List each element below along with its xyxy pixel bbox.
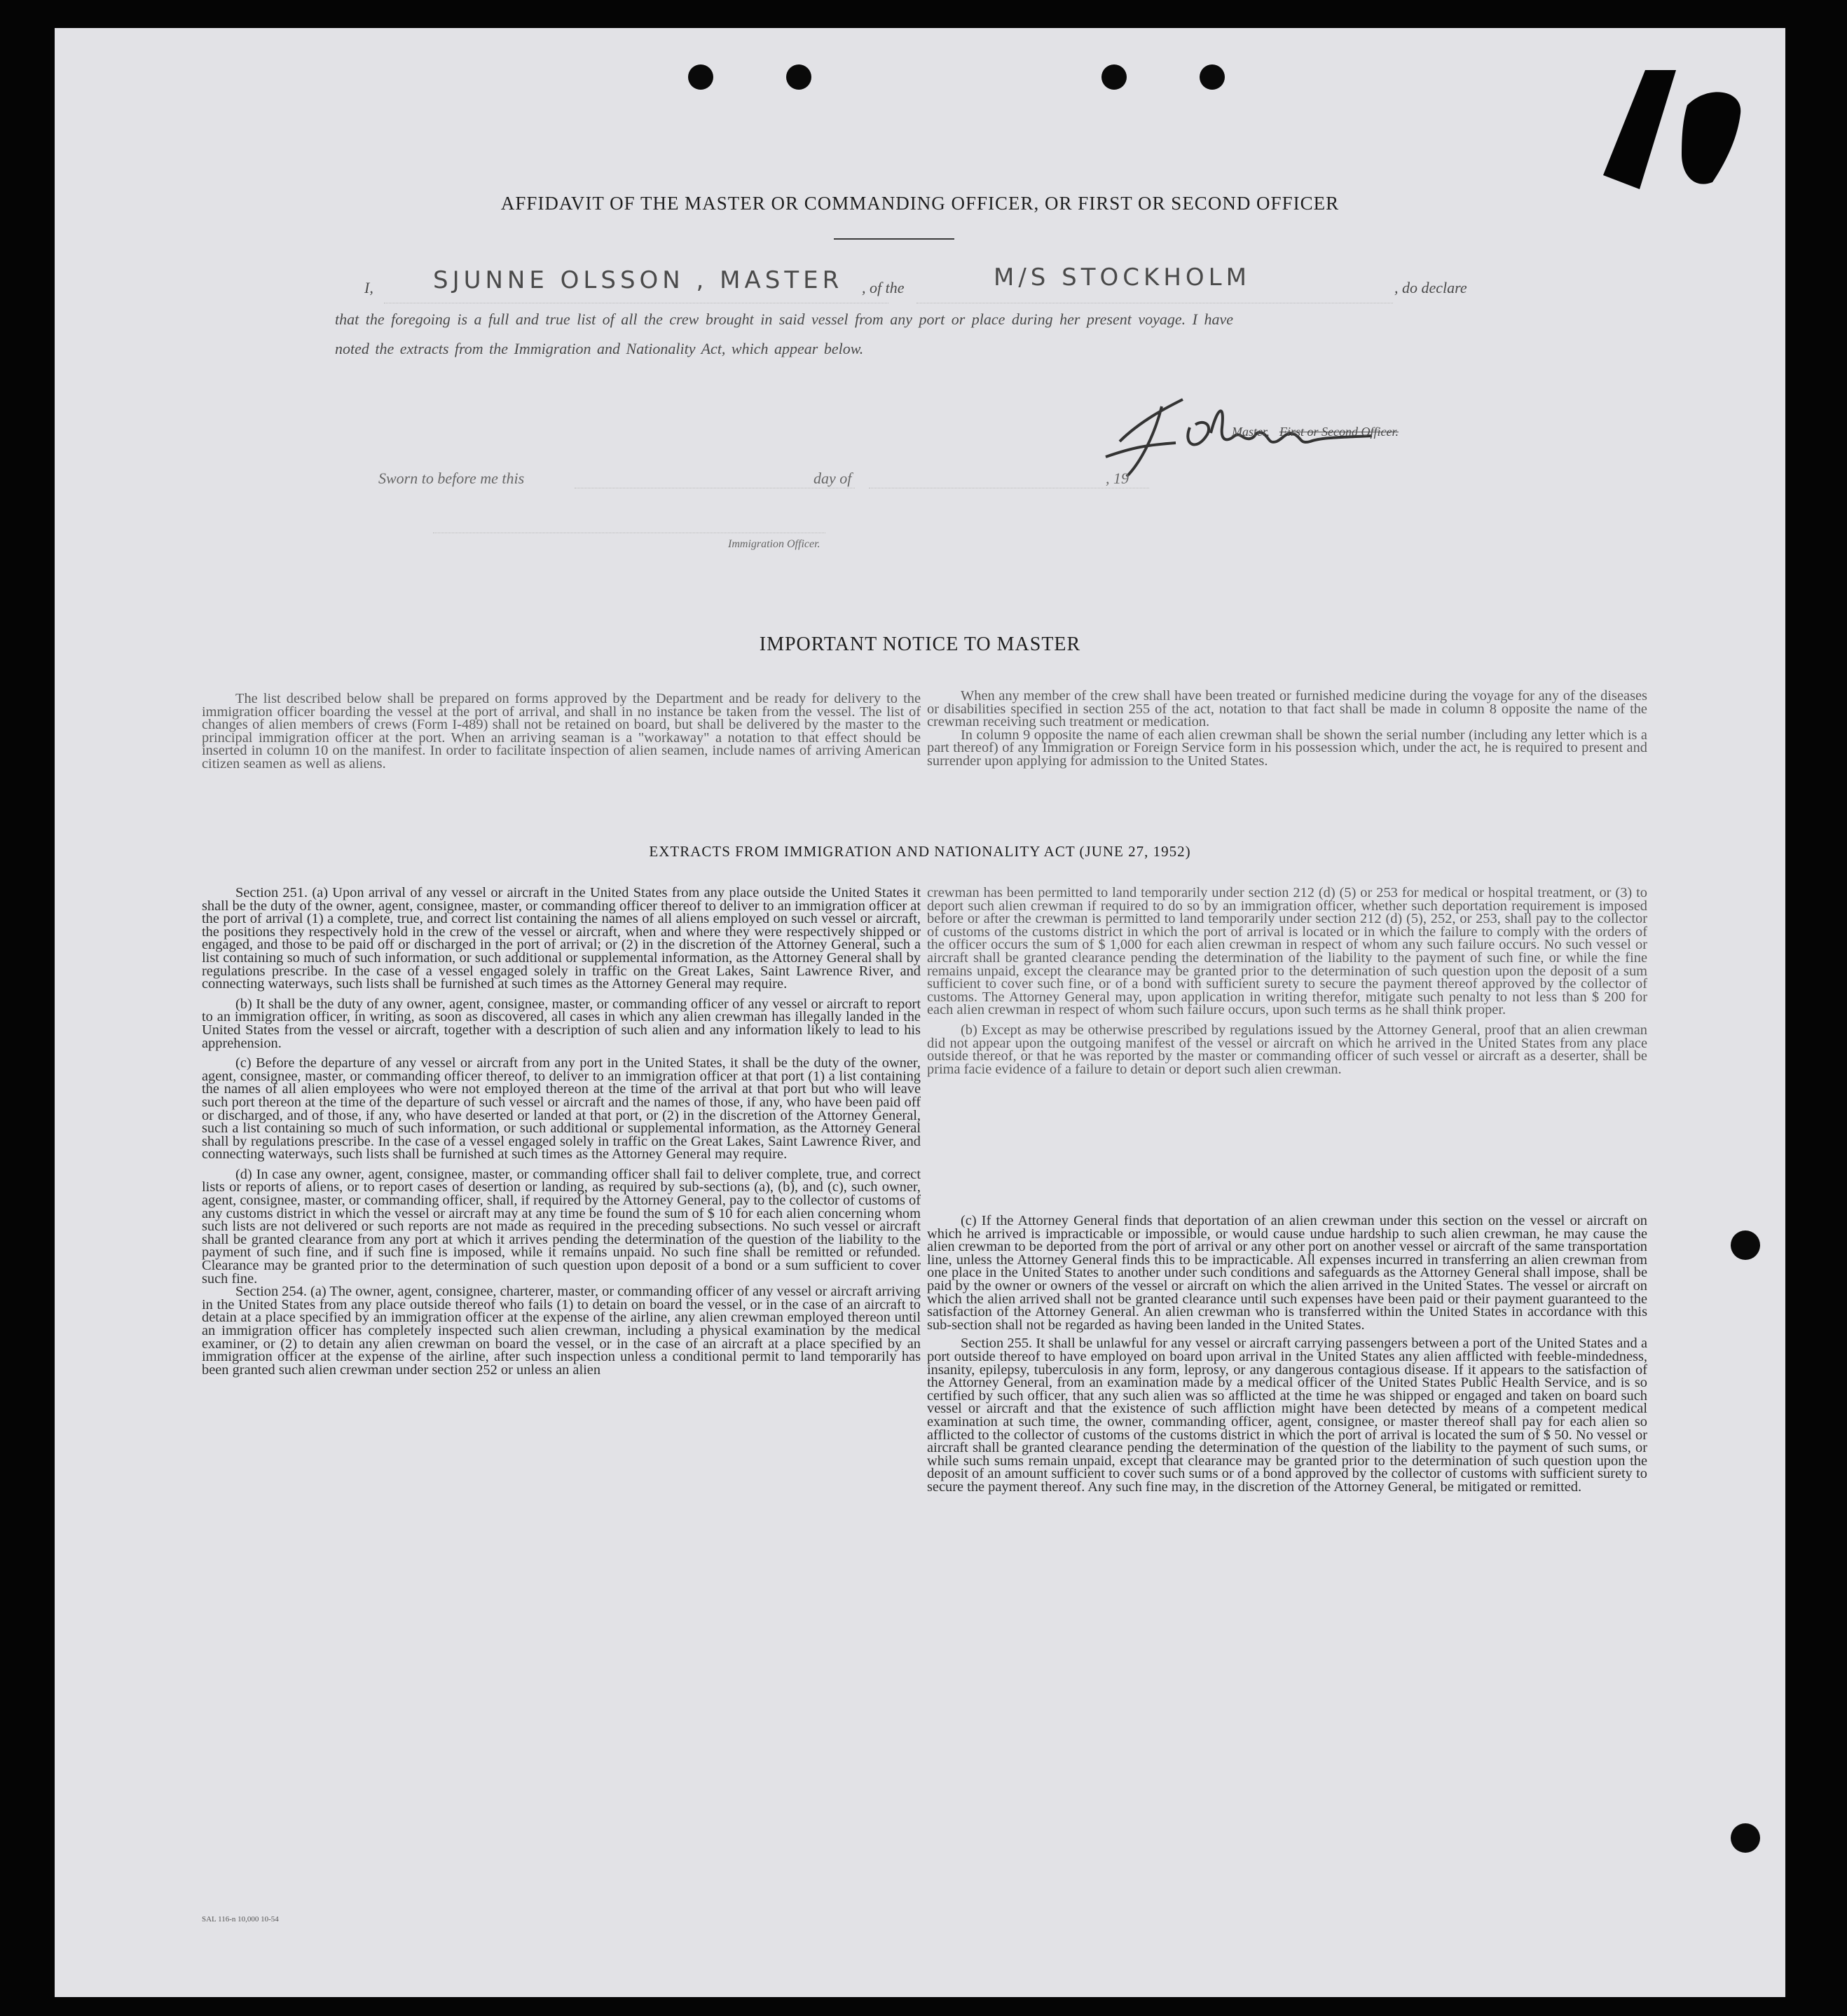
notice-right-column bbox=[927, 690, 1647, 768]
title-underline bbox=[834, 238, 954, 240]
affidavit-title: AFFIDAVIT OF THE MASTER OR COMMANDING OFFICER, OR FIRST OR SECOND OFFICER bbox=[500, 193, 1340, 214]
form-number: SAL 116-n 10,000 10-54 bbox=[202, 1915, 279, 1924]
signature-caption-master: Master, bbox=[1232, 425, 1270, 439]
section-254c: (c) If the Attorney General finds that deportation of an alien crewman under this section on the vessel or aircraft on which he arrived is impracticable or impossible, or would cause undue hardship to such alien crewman, he may cause the alien crewman to be deported from the port of arrival or any other port on another vessel or aircraft of the same transportation line, unless the Attorney General finds this to be impracticable. All expenses incurred in transferring an alien crewman from one place in the United States to another under such conditions and safeguards as the Attorney General shall impose, shall be paid by the owner or owners of the vessel or aircraft on which the alien arrived in the United States. The vessel or aircraft on which the alien arrived shall not be granted clearance until such expenses have been paid or their payment guaranteed to the satisfaction of the Attorney General. An alien crewman who is transferred within the United States in accordance with this sub-section shall not be regarded as having been landed in the United States. bbox=[927, 1213, 1647, 1333]
declaration-line-2: that the foregoing is a full and true list of all the crew brought in said vessel from any port or place during her present voyage. I have bbox=[335, 310, 1234, 328]
section-251a: Section 251. (a) Upon arrival of any vessel or aircraft in the United States from any place outside the United States it shall be the duty of the owner, agent, consignee, master, or commanding officer thereof to deliver to an immigration officer at the port of arrival (1) a complete, true, and correct list containing the names of all aliens employed on such vessel or aircraft, the positions they respectively hold in the crew of the vessel or aircraft, when and where they were respectively shipped or engaged, and those to be paid off or discharged in the port of arrival; or (2) in the discretion of the Attorney General, such a list containing so much of such information, or such additional or supplemental information, as the Attorney General shall by regulations prescribe. In the case of a vessel engaged solely in traffic on the Great Lakes, Saint Lawrence River, and connecting waterways, such lists shall be furnished at such times as the Attorney General may require. bbox=[202, 885, 921, 992]
extracts-title: EXTRACTS FROM IMMIGRATION AND NATIONALITY ACT (JUNE 27, 1952) bbox=[649, 843, 1191, 860]
punch-hole bbox=[786, 64, 811, 90]
section-251d: (d) In case any owner, agent, consignee, master, or commanding officer shall fail to deliver complete, true, and correct lists or reports of aliens, or to report cases of desertion or landing, as required by sub-sections (a), (b), and (c), such owner, agent, consignee, master, or commanding officer, shall, if required by the Attorney General, pay to the collector of customs of any customs district in which the vessel or aircraft may at any time be found the sum of $ 10 for each alien concerning whom such lists are not delivered or such reports are not made as required in the preceding subsections. No such vessel or aircraft shall be granted clearance from any port at which it arrives pending the determination of the question of the liability to the payment of such fine, and if such fine is imposed, while it remains unpaid. No such fine shall be remitted or refunded. Clearance may be granted prior to the determination of such question upon deposit of a bond or a sum sufficient to cover such fine. bbox=[202, 1166, 921, 1287]
master-name-handwritten: SJUNNE OLSSON , MASTER bbox=[433, 266, 844, 294]
extracts-right-column-upper bbox=[927, 886, 1647, 1076]
corner-clip-mark bbox=[1603, 70, 1771, 189]
notice-left-paragraph: The list described below shall be prepared on forms approved by the Department and be ready for delivery to the immigration officer boarding the vessel at the port of arrival, and shall in no instance be taken from the vessel. The list of changes of alien members of crews (Form I-489) shall not be retained on board, but shall be delivered by the master to the principal immigration officer at the port. When an arriving seaman is a "workaway" a notation to that effect should be inserted in column 10 on the manifest. In order to facilitate inspection of alien seamen, include names of arriving American citizen seamen as well as aliens. bbox=[202, 691, 921, 772]
section-254a: Section 254. (a) The owner, agent, consignee, charterer, master, or commanding officer of any vessel or aircraft arriving in the United States from any place outside thereof who fails (1) to detain on board the vessel, or in the case of an aircraft to detain at a place specified by an immigration officer at the expense of the airline, any alien crewman employed thereon until an immigration officer has completely inspected such alien crewman, including a physical examination by the medical examiner, or (2) to detain any alien crewman on board the vessel, or in the case of an aircraft at a place specified by an immigration officer at the expense of the airline, after such inspection unless a conditional permit to land temporarily has been granted such alien crewman under section 252 or unless an alien bbox=[202, 1284, 921, 1378]
notice-left-column bbox=[202, 692, 921, 771]
notice-right-paragraph-1: When any member of the crew shall have been treated or furnished medicine during the voyage for any of the diseases or disabilities specified in section 255 of the act, notation to that fact shall be made in column 8 opposite the name of the crewman receiving such treatment or medication. bbox=[927, 688, 1647, 730]
punch-hole bbox=[1731, 1230, 1760, 1260]
sworn-label: Sworn to before me this bbox=[378, 469, 525, 487]
section-254b: (b) Except as may be otherwise prescribed by regulations issued by the Attorney General, proof that an alien crewman did not appear upon the outgoing manifest of the vessel or aircraft on which he arrived in the United States from any place outside thereof, or that he was reported by the master or commanding officer of such vessel or aircraft as a deserter, shall be prima facie evidence of a failure to detain or deport such alien crewman. bbox=[927, 1022, 1647, 1077]
vessel-name-handwritten: M/S STOCKHOLM bbox=[994, 263, 1251, 292]
document-page bbox=[55, 28, 1785, 1997]
extracts-right-column-lower bbox=[927, 1214, 1647, 1493]
extracts-left-column bbox=[202, 886, 921, 1376]
declaration-prefix: I, bbox=[364, 279, 373, 296]
section-255: Section 255. It shall be unlawful for any vessel or aircraft carrying passengers between a port of the United States and a port outside thereof to have employed on board upon arrival in the United States any alien afflicted with feeble-mindedness, insanity, epilepsy, tuberculosis in any form, leprosy, or any dangerous contagious disease. If it appears to the satisfaction of the Attorney General, from an examination made by a medical officer of the United States Public Health Service, and is so certified by such officer, that any such alien was so afflicted at the time he was shipped or engaged and taken on board such vessel or aircraft and that the existence of such affliction might have been detected by means of a competent medical examination at such time, the owner, commanding officer, agent, consignee, or master thereof shall pay for each alien so afflicted to the collector of customs of the customs district in which the port of arrival is located the sum of $ 50. No vessel or aircraft shall be granted clearance pending the determination of the question of the liability to the payment of such sums, or while such sums remain unpaid, except that clearance may be granted prior to the determination of such question upon the deposit of an amount sufficient to cover such sums or of a bond approved by the collector of customs with sufficient surety to secure the payment thereof. Any such fine may, in the discretion of the Attorney General, be mitigated or remitted. bbox=[927, 1336, 1647, 1495]
of-the-label: , of the bbox=[862, 279, 905, 296]
section-251c: (c) Before the departure of any vessel or aircraft from any port in the United States, it shall be the duty of the owner, agent, consignee, master, or commanding officer thereof, to deliver to an immigration officer at that port (1) a list containing the names of all alien employees who were not employed thereon at the time of the arrival at that port but who will leave such port thereon at the time of the departure of such vessel or aircraft and the names of those, if any, who have been paid off or discharged, and of those, if any, who have deserted or landed at that port, or (2) in the discretion of the Attorney General, such a list containing so much of such information, or such additional or supplemental information, as the Attorney General shall by regulations prescribe. In the case of a vessel engaged solely in traffic on the Great Lakes, Saint Lawrence River, and connecting waterways, such lists shall be furnished at such times as the Attorney General may require. bbox=[202, 1055, 921, 1163]
sworn-year-label: , 19 bbox=[1106, 469, 1129, 487]
declaration-line-3: noted the extracts from the Immigration and Nationality Act, which appear below. bbox=[335, 340, 864, 357]
notice-right-paragraph-2: In column 9 opposite the name of each alien crewman shall be shown the serial number (including any letter which is a part thereof) of any Immigration or Foreign Service form in his possession which, under the act, he is required to present and surrender upon applying for admission to the United States. bbox=[927, 727, 1647, 769]
punch-hole bbox=[1101, 64, 1127, 90]
section-251b: (b) It shall be the duty of any owner, agent, consignee, master, or commanding officer of any vessel or aircraft to report to an immigration officer, in writing, as soon as discovered, all cases in which any alien crewman has illegally landed in the United States from the vessel or aircraft, together with a description of such alien and any information likely to lead to his apprehension. bbox=[202, 996, 921, 1051]
punch-hole bbox=[1731, 1823, 1760, 1853]
immigration-officer-caption: Immigration Officer. bbox=[728, 538, 820, 550]
punch-hole bbox=[688, 64, 713, 90]
sworn-day-of-label: day of bbox=[813, 469, 852, 487]
notice-title: IMPORTANT NOTICE TO MASTER bbox=[759, 633, 1081, 655]
do-declare-label: , do declare bbox=[1394, 279, 1467, 296]
punch-hole bbox=[1200, 64, 1225, 90]
section-254a-continued: crewman has been permitted to land temporarily under section 212 (d) (5) or 253 for medical or hospital treatment, or (3) to deport such alien crewman if required to do so by an immigration officer, whether such deportation requirement is imposed before or after the crewman is permitted to land temporarily under section 212 (d) (5), 252, or 253, shall pay to the collector of customs of the customs district in which the port of arrival is located or in which the failure to comply with the orders of the officer occurs the sum of $ 1,000 for each alien crewman in respect of whom any such failure occurs. No such vessel or aircraft shall be granted clearance pending the determination of the liability to the payment of such fine, or while the fine remains unpaid, except the clearance may be granted prior to the determination of such question upon the deposit of a sum sufficient to cover such fine, or of a bond with sufficient surety to secure the payment thereof approved by the collector of customs. The Attorney General may, upon application in writing therefor, mitigate such penalty to not less than $ 200 for each alien crewman in respect of whom such failure occurs, upon such terms as he shall think proper. bbox=[927, 885, 1647, 1018]
signature-caption-struck: First or Second Officer. bbox=[1279, 425, 1399, 439]
